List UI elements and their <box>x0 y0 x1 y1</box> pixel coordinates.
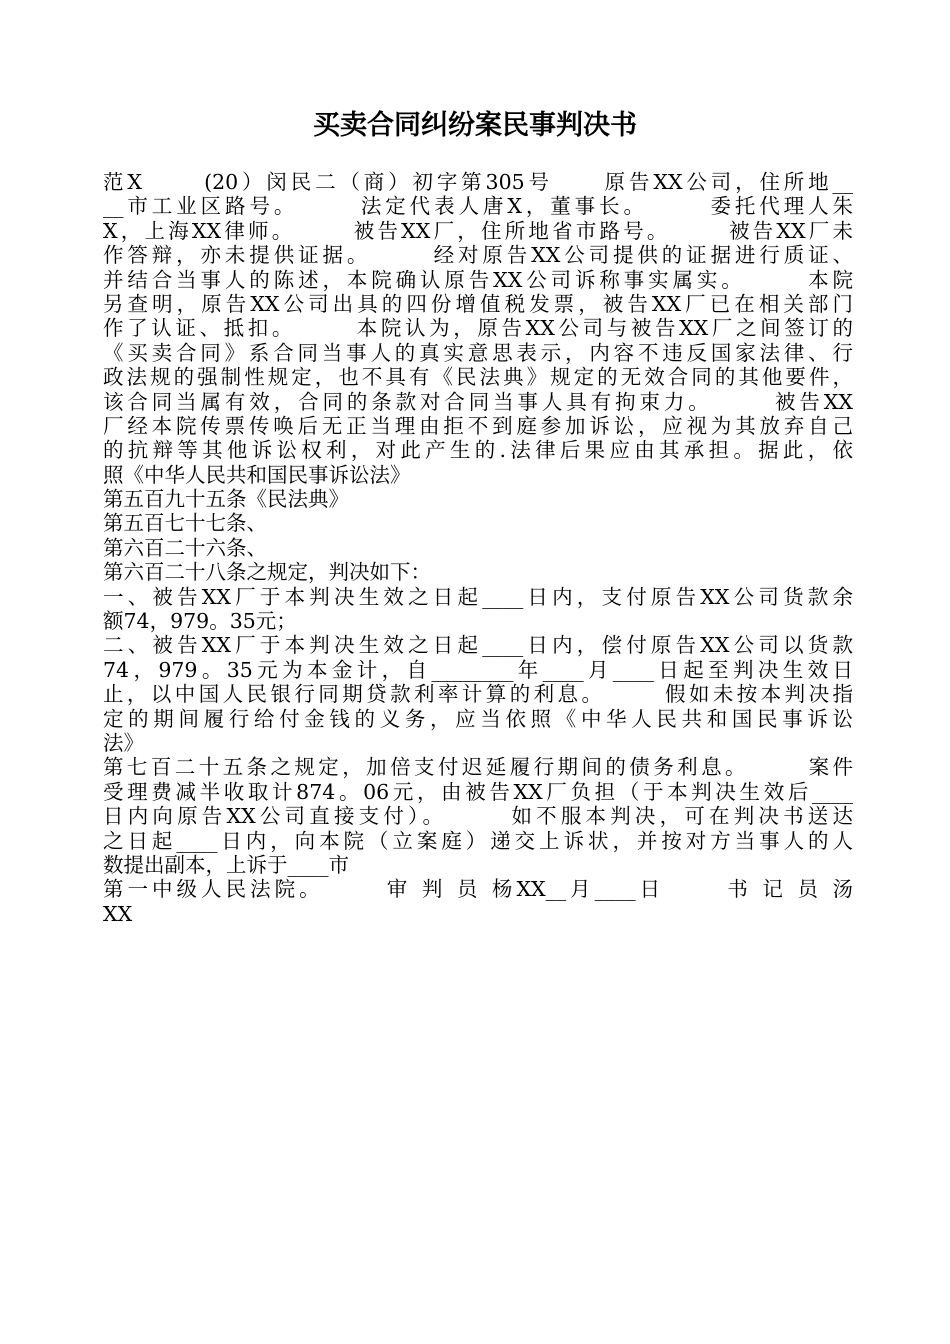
body-line: 第五百七十七条、 <box>103 511 267 536</box>
body-line: __市工业区路号。 法定代表人唐X，董事长。 委托代理人朱 <box>103 194 853 219</box>
body-line: 第七百二十五条之规定，加倍支付迟延履行期间的债务利息。 案件 <box>103 755 853 780</box>
body-line: 第五百九十五条《民法典》 <box>103 487 349 512</box>
body-line: 作了认证、抵扣。 本院认为，原告XX公司与被告XX厂之间签订的 <box>103 316 853 341</box>
body-line: 法》 <box>103 730 144 755</box>
body-line: 额74，979。35元； <box>103 609 297 634</box>
body-line: X，上海XX律师。 被告XX厂，住所地省市路号。 被告XX厂未 <box>103 218 853 243</box>
body-line: 范X (20）闵民二（商）初字第305号 原告XX公司，住所地__ <box>103 170 853 194</box>
body-line: 的抗辩等其他诉讼权利，对此产生的.法律后果应由其承担。据此，依 <box>103 438 853 463</box>
body-line: XX <box>103 901 133 926</box>
body-line: 日内向原告XX公司直接支付）。 如不服本判决，可在判决书送达 <box>103 804 853 829</box>
body-line: 一、被告XX厂于本判决生效之日起____日内，支付原告XX公司货款余 <box>103 584 853 609</box>
body-line: 厂经本院传票传唤后无正当理由拒不到庭参加诉讼，应视为其放弃自己 <box>103 413 853 438</box>
body-line: 定的期间履行给付金钱的义务，应当依照《中华人民共和国民事诉讼 <box>103 706 853 731</box>
body-line: 受理费减半收取计874。06元，由被告XX厂负担（于本判决生效后____ <box>103 779 853 804</box>
body-line: 第一中级人民法院。 审 判 员 杨XX__月____日 书 记 员 汤 <box>103 877 853 902</box>
body-line: 第六百二十八条之规定，判决如下： <box>103 560 431 585</box>
body-line: 74，979。35元为本金计，自________年____月____日起至判决生效日 <box>103 657 853 682</box>
body-line: 之日起____日内，向本院（立案庭）递交上诉状，并按对方当事人的人 <box>103 828 853 853</box>
body-line: 止，以中国人民银行同期贷款利率计算的利息。 假如未按本判决指 <box>103 682 853 707</box>
judgment-body <box>103 170 853 926</box>
document-title: 买卖合同纠纷案民事判决书 <box>313 110 637 141</box>
body-line: 第六百二十六条、 <box>103 535 267 560</box>
body-line: 二、被告XX厂于本判决生效之日起____日内，偿付原告XX公司以货款 <box>103 633 853 658</box>
body-line: 另查明，原告XX公司出具的四份增值税发票，被告XX厂已在相关部门 <box>103 291 853 316</box>
body-line: 政法规的强制性规定，也不具有《民法典》规定的无效合同的其他要件， <box>103 365 853 390</box>
body-line: 该合同当属有效，合同的条款对合同当事人具有拘束力。 被告XX <box>103 389 853 414</box>
body-line: 并结合当事人的陈述，本院确认原告XX公司诉称事实属实。 本院 <box>103 267 853 292</box>
body-line: 作答辩，亦未提供证据。 经对原告XX公司提供的证据进行质证、 <box>103 243 853 268</box>
body-line: 《买卖合同》系合同当事人的真实意思表示，内容不违反国家法律、行 <box>103 340 853 365</box>
body-line: 数提出副本，上诉于____市 <box>103 852 349 877</box>
body-line: 照《中华人民共和国民事诉讼法》 <box>103 462 411 487</box>
